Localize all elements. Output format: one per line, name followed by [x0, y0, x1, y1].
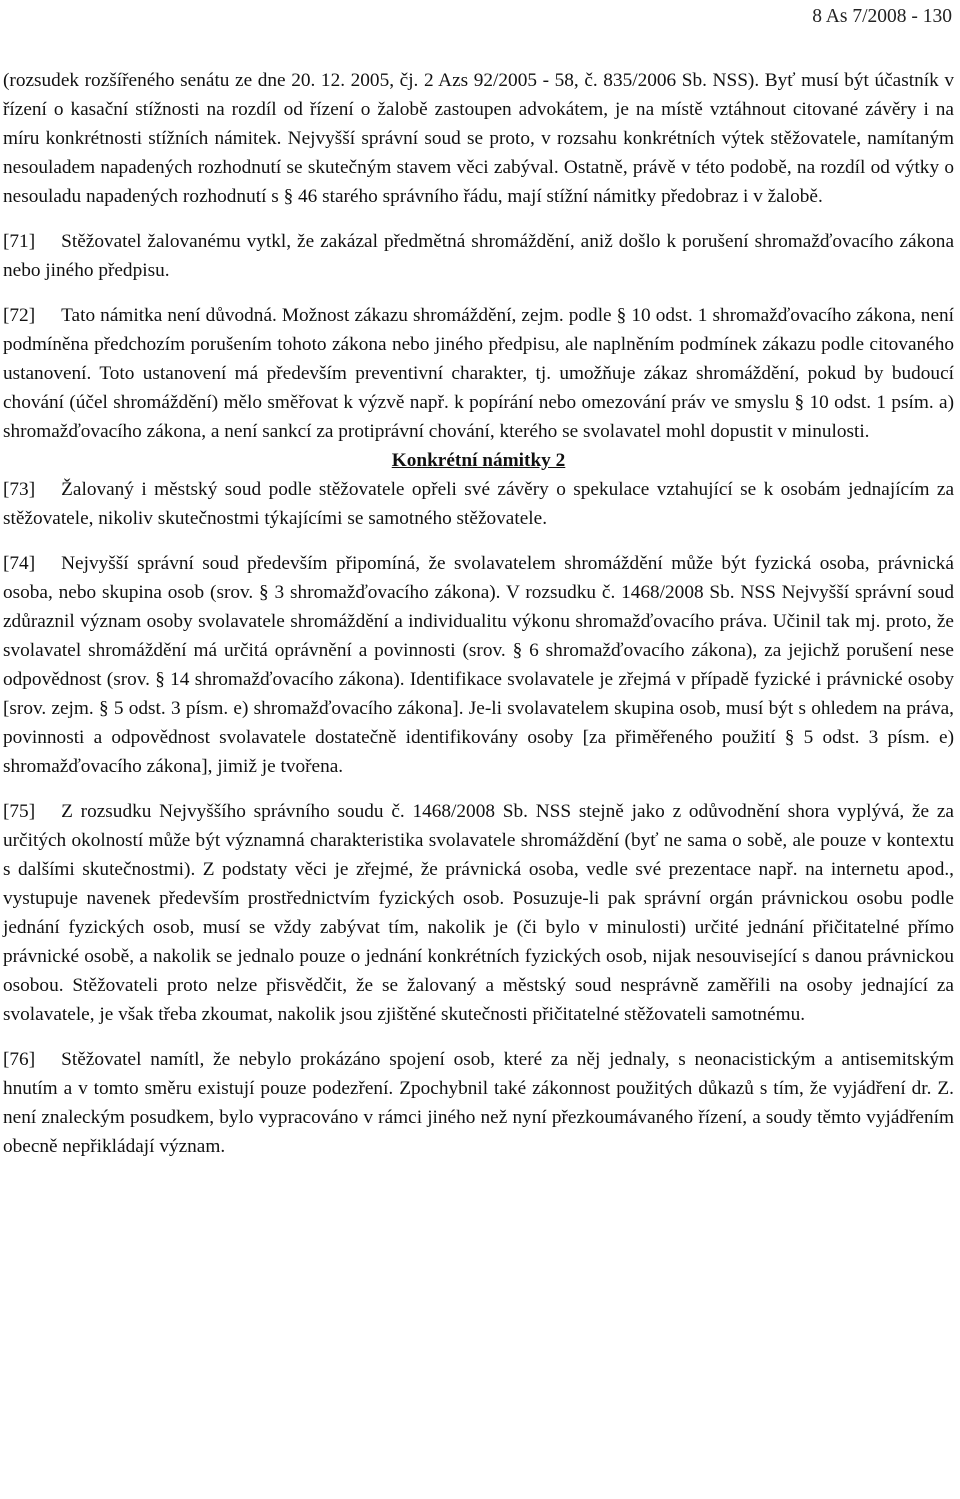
- paragraph-text: Žalovaný i městský soud podle stěžovatele opřeli své závěry o spekulace vztahující se k osobám jednajícím za stěžovatele, nikoliv skutečnostmi týkajícími se samotného stěžovatele.: [3, 479, 954, 529]
- paragraph-number: [75]: [3, 801, 36, 822]
- paragraph-74: [3, 549, 954, 781]
- paragraph-73: [3, 475, 954, 533]
- case-number-header: 8 As 7/2008 - 130: [812, 6, 952, 27]
- paragraph-text: Tato námitka není důvodná. Možnost zákazu shromáždění, zejm. podle § 10 odst. 1 shromažďovacího zákona, není podmíněna předchozím porušením tohoto zákona nebo jiného předpisu, ale naplněním podmínek zákazu podle citovaného ustanovení. Toto ustanovení má především preventivní charakter, tj. umožňuje zákaz shromáždění, pokud by budoucí chování (účel shromáždění) mělo směřovat k výzvě např. k popírání nebo omezování práv ve smyslu § 10 odst. 1 psím. a) shromažďovacího zákona, a není sankcí za protiprávní chování, kterého se svolavatel mohl dopustit v minulosti.: [3, 305, 954, 442]
- paragraph-number: [72]: [3, 305, 36, 326]
- paragraph-text: Stěžovatel namítl, že nebylo prokázáno spojení osob, které za něj jednaly, s neonacistickým a antisemitským hnutím a v tomto směru existují pouze podezření. Zpochybnil také zákonnost použitých důkazů s tím, že vyjádření dr. Z. není znaleckým posudkem, bylo vypracováno v rámci jiného než nyní přezkoumávaného řízení, a soudy těmto vyjádřením obecně nepřikládají význam.: [3, 1049, 954, 1157]
- paragraph-continued: (rozsudek rozšířeného senátu ze dne 20. 12. 2005, čj. 2 Azs 92/2005 - 58, č. 835/2006 Sb. NSS). Byť musí být účastník v řízení o kasační stížnosti na rozdíl od řízení o žalobě zastoupen advokátem, je na místě vztáhnout citované závěry i na míru konkrétnosti stížních námitek. Nejvyšší správní soud se proto, v rozsahu konkrétních výtek stěžovatele, namítaným nesouladem napadených rozhodnutí se skutečným stavem věci zabýval. Ostatně, právě v této podobě, na rozdíl od výtky o nesouladu napadených rozhodnutí s § 46 starého správního řádu, mají stížní námitky předobraz i v žalobě.: [3, 70, 954, 207]
- paragraph-71: [3, 227, 954, 285]
- paragraph-text: Z rozsudku Nejvyššího správního soudu č. 1468/2008 Sb. NSS stejně jako z odůvodnění shora vyplývá, že za určitých okolností může být významná charakteristika svolavatele shromáždění (byť ne sama o sobě, ale pouze v kontextu s dalšími skutečnostmi). Z podstaty věci je zřejmé, že právnická osoba, vedle své prezentace např. na internetu apod., vystupuje navenek především prostřednictvím fyzických osob. Posuzuje-li pak správní orgán právnickou osobu podle jednání fyzických osob, musí se vždy zabývat tím, nakolik je (či bylo v minulosti) určité jednání přičitatelné přímo právnické osobě, a nakolik se jednalo pouze o jednání konkrétních fyzických osob, nijak nesouvisející s danou právnickou osobou. Stěžovateli proto nelze přisvědčit, že se žalovaný a městský soud nesprávně zaměřili na osoby jednající za svolavatele, je však třeba zkoumat, nakolik jsou zjištěné skutečnosti přičitatelné stěžovateli samotnému.: [3, 801, 954, 1025]
- paragraph-number: [71]: [3, 231, 36, 252]
- paragraph-number: [73]: [3, 479, 36, 500]
- section-heading: Konkrétní námitky 2: [391, 450, 566, 471]
- paragraph-text: Stěžovatel žalovanému vytkl, že zakázal předmětná shromáždění, aniž došlo k porušení shromažďovacího zákona nebo jiného předpisu.: [3, 231, 954, 281]
- paragraph-76: [3, 1045, 954, 1161]
- paragraph-number: [76]: [3, 1049, 36, 1070]
- paragraph-75: [3, 797, 954, 1029]
- paragraph-number: [74]: [3, 553, 36, 574]
- paragraph-72: [3, 301, 954, 446]
- document-body: [3, 66, 954, 1161]
- paragraph-text: Nejvyšší správní soud především připomíná, že svolavatelem shromáždění může být fyzická osoba, právnická osoba, nebo skupina osob (srov. § 3 shromažďovacího zákona). V rozsudku č. 1468/2008 Sb. NSS Nejvyšší správní soud zdůraznil význam osoby svolavatele shromáždění a individualitu výkonu shromažďovacího práva. Učinil tak mj. proto, že svolavatel shromáždění má určitá oprávnění a povinnosti (srov. § 6 shromažďovacího zákona), za jejichž porušení nese odpovědnost (srov. § 14 shromažďovacího zákona). Identifikace svolavatele je zřejmá v případě fyzické i právnické osoby [srov. zejm. § 5 odst. 3 písm. e) shromažďovacího zákona]. Je-li svolavatelem skupina osob, musí být s ohledem na práva, povinnosti a odpovědnost svolavatele dostatečně identifikovány osoby [za přiměřeného použití § 5 odst. 3 písm. e) shromažďovacího zákona], jimiž je tvořena.: [3, 553, 954, 777]
